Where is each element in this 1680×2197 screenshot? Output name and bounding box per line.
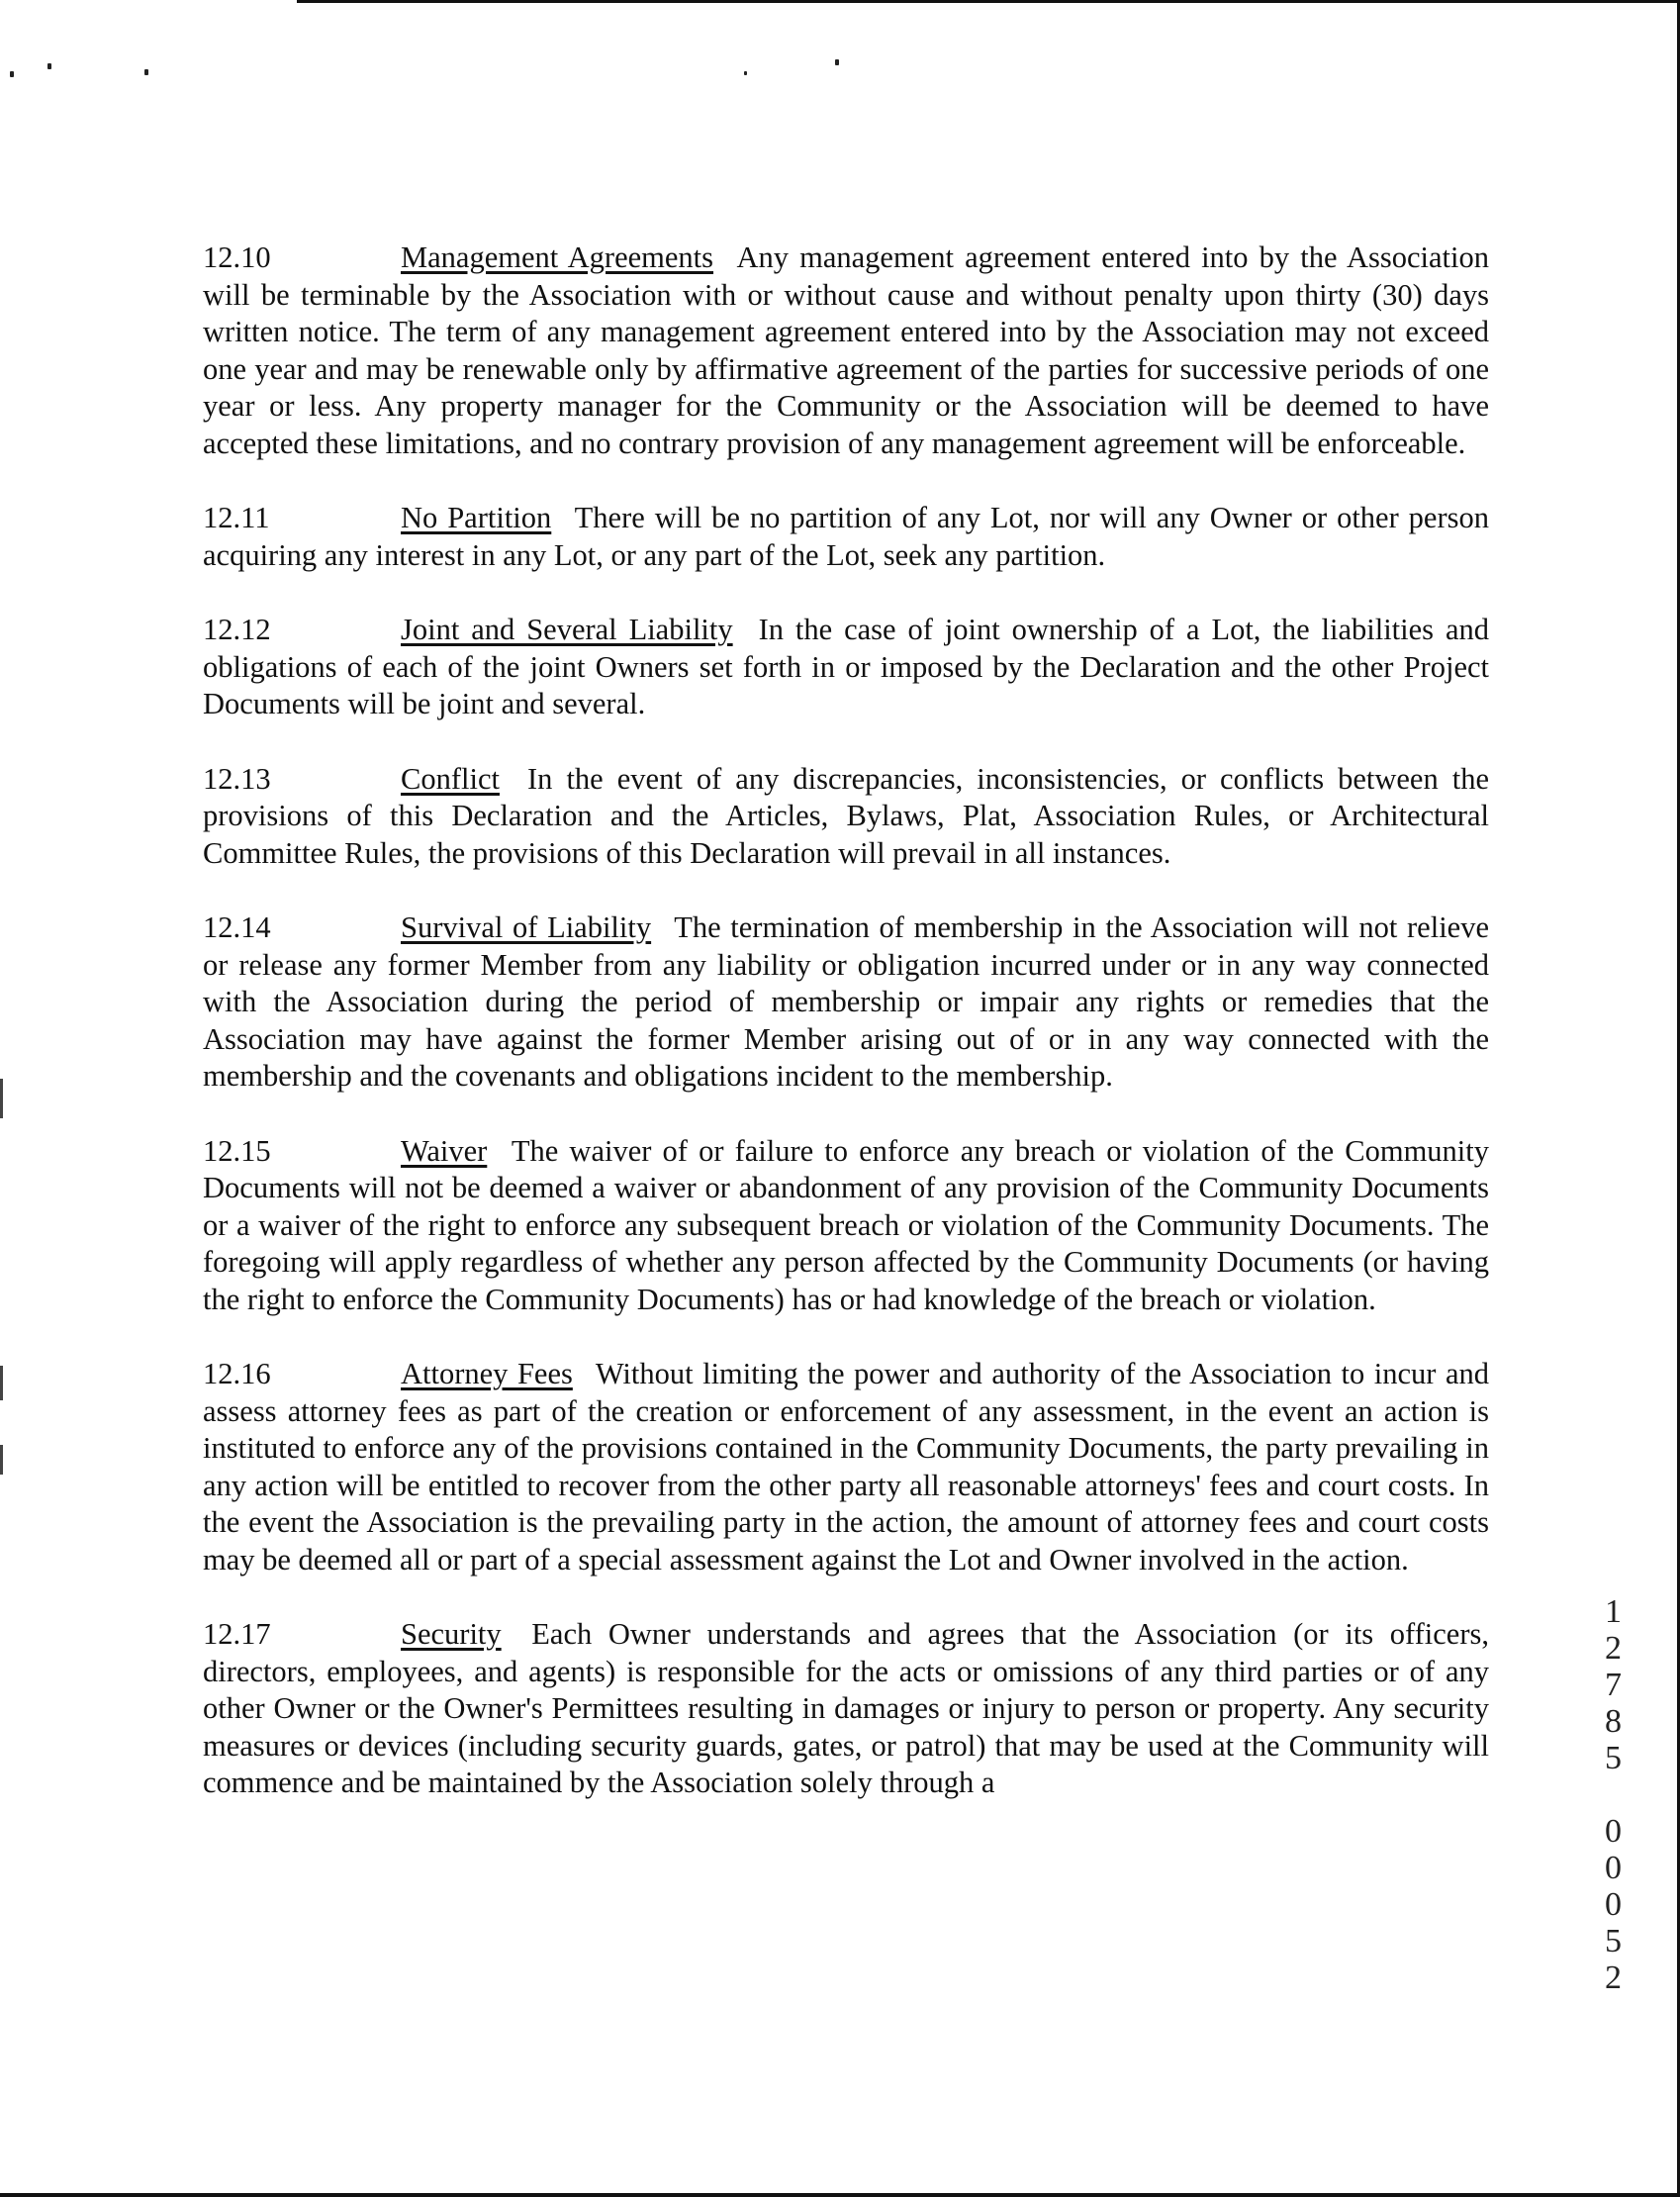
section-number: 12.14 — [203, 910, 271, 944]
section-12-14 — [203, 909, 1489, 1096]
scan-bottom-border — [0, 2193, 1680, 2197]
section-12-17 — [203, 1616, 1489, 1802]
scan-edge-mark — [0, 1366, 3, 1400]
section-text: Each Owner understands and agrees that the Association (or its officers, directors, employees, and agents) is responsible for the acts or omissions of any third parties or of any other Owner or the Owner's Permittees resulting in damages or injury to person or property. Any security measures or devices (including security guards, gates, or patrol) that may be used at the Community will commence and be maintained by the Association solely through a — [203, 1617, 1489, 1799]
section-title: Conflict — [401, 761, 500, 796]
section-title: Waiver — [401, 1133, 488, 1168]
section-title: Joint and Several Liability — [401, 613, 733, 646]
section-text: Without limiting the power and authority of the Association to incur and assess attorney fees as part of the creation or enforcement of any assessment, in the event an action is instituted to enforce any of the provisions contained in the Community Documents, the party prevailing in any action will be entitled to recover from the other party all reasonable attorneys' fees and court costs. In the event the Association is the prevailing party in the action, the amount of attorney fees and court costs may be deemed all or part of a special assessment against the Lot and Owner involved in the action. — [203, 1357, 1489, 1576]
section-title: Management Agreements — [401, 240, 714, 274]
scan-edge-mark — [0, 1445, 3, 1475]
section-number: 12.15 — [203, 1133, 271, 1168]
section-text: In the event of any discrepancies, inconsistencies, or conflicts between the provisions of this Declaration and the Articles, Bylaws, Plat, Association Rules, or Architectural Committee Rules, the provisions of this Declaration will prevail in all instances. — [203, 761, 1490, 870]
section-number: 12.16 — [203, 1357, 271, 1390]
section-12-12 — [203, 612, 1489, 723]
section-text: There will be no partition of any Lot, nor will any Owner or other person acquiring any interest in any Lot, or any part of the Lot, seek any partition. — [203, 501, 1489, 572]
scan-speck — [744, 71, 747, 75]
section-title: No Partition — [401, 501, 552, 534]
section-number: 12.12 — [203, 613, 271, 646]
document-body — [203, 239, 1489, 1840]
scan-speck — [835, 59, 839, 65]
scan-speck — [144, 69, 148, 75]
scan-edge-mark — [0, 1079, 3, 1118]
section-12-13 — [203, 761, 1489, 873]
section-12-11 — [203, 500, 1489, 574]
scan-speck — [47, 63, 51, 69]
section-12-16 — [203, 1356, 1489, 1578]
section-title: Attorney Fees — [401, 1357, 573, 1390]
section-title: Survival of Liability — [401, 910, 652, 944]
section-text: The termination of membership in the Association will not relieve or release any former Member from any liability or obligation incurred under or in any way connected with the Association during the period of membership or impair any rights or remedies that the Association may have against the former Member arising out of or in any way connected with the membership and the covenants and obligations incident to the membership. — [203, 910, 1489, 1093]
recording-number: 1 2 7 8 5 0 0 0 5 2 — [1605, 1593, 1622, 1996]
section-number: 12.10 — [203, 240, 271, 274]
section-12-10 — [203, 239, 1489, 462]
section-number: 12.17 — [203, 1617, 271, 1651]
scan-speck — [10, 71, 14, 77]
scan-top-border — [297, 0, 1680, 3]
section-number: 12.13 — [203, 761, 271, 796]
section-text: Any management agreement entered into by the Association will be terminable by the Association with or without cause and without penalty upon thirty (30) days written notice. The term of any management agreement entered into by the Association may not exceed one year and may be renewable only by affirmative agreement of the parties for successive periods of one year or less. Any property manager for the Community or the Association will be deemed to have accepted these limitations, and no contrary provision of any management agreement will be enforceable. — [203, 240, 1489, 460]
section-number: 12.11 — [203, 501, 270, 534]
section-12-15 — [203, 1133, 1489, 1319]
section-title: Security — [401, 1617, 502, 1651]
section-text: In the case of joint ownership of a Lot, the liabilities and obligations of each of the joint Owners set forth in or imposed by the Declaration and the other Project Documents will be joint and several. — [203, 613, 1490, 720]
section-text: The waiver of or failure to enforce any breach or violation of the Community Documents will not be deemed a waiver or abandonment of any provision of the Community Documents or a waiver of the right to enforce any subsequent breach or violation of the Community Documents. The foregoing will apply regardless of whether any person affected by the Community Documents (or having the right to enforce the Community Documents) has or had knowledge of the breach or violation. — [203, 1133, 1489, 1316]
